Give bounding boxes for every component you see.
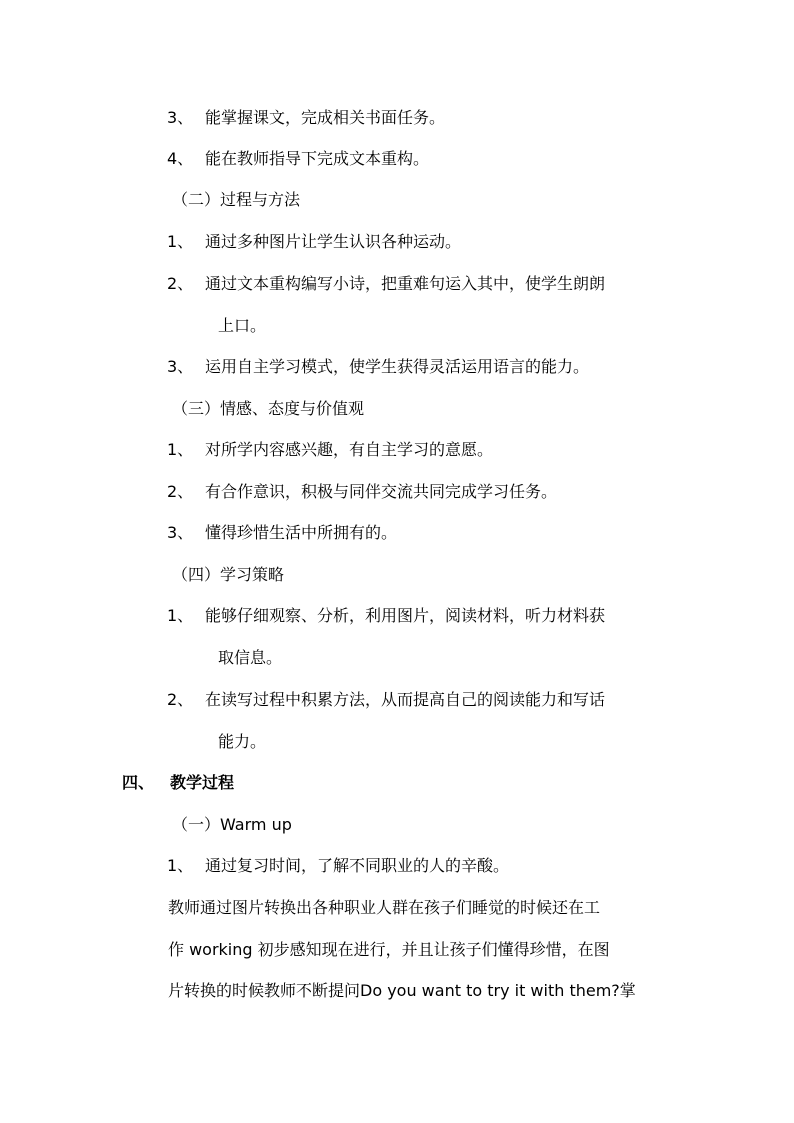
item-text: 能掌握课文，完成相关书面任务。 [205,108,446,127]
paragraph-line: 教师通过图片转换出各种职业人群在孩子们睡觉的时候还在工 [168,898,601,917]
part-number: 四、 [122,773,155,792]
section-heading: （四）学习策略 [172,565,285,584]
item-number: 1、 [167,440,194,459]
item-text: 运用自主学习模式，使学生获得灵活运用语言的能力。 [205,357,590,376]
item-number: 2、 [167,690,194,709]
item-text: 能够仔细观察、分析，利用图片，阅读材料，听力材料获 [205,606,606,625]
part-heading [122,773,235,793]
paragraph-line: 片转换的时候教师不断提问Do you want to try it with them?掌 [168,981,636,1000]
item-number: 4、 [167,149,194,168]
section-heading: （一）Warm up [172,815,292,834]
paragraph-line: 作 working 初步感知现在进行，并且让孩子们懂得珍惜，在图 [168,940,610,959]
part-title: 教学过程 [170,773,235,792]
item-number: 3、 [167,357,194,376]
item-number: 2、 [167,482,194,501]
item-number: 3、 [167,108,194,127]
item-text: 通过复习时间，了解不同职业的人的辛酸。 [205,856,510,875]
item-text: 对所学内容感兴趣，有自主学习的意愿。 [205,440,494,459]
item-text: 能在教师指导下完成文本重构。 [205,149,430,168]
item-text: 通过多种图片让学生认识各种运动。 [205,232,462,251]
item-number: 2、 [167,274,194,293]
item-continuation: 能力。 [218,732,267,751]
item-text: 懂得珍惜生活中所拥有的。 [205,523,398,542]
item-number: 1、 [167,856,194,875]
section-heading: （二）过程与方法 [172,190,301,209]
section-heading: （三）情感、态度与价值观 [172,399,365,418]
item-text: 有合作意识，积极与同伴交流共同完成学习任务。 [205,482,558,501]
item-number: 1、 [167,232,194,251]
item-number: 3、 [167,523,194,542]
item-continuation: 上口。 [218,316,267,335]
item-text: 通过文本重构编写小诗，把重难句运入其中，使学生朗朗 [205,274,606,293]
item-continuation: 取信息。 [218,648,283,667]
item-text: 在读写过程中积累方法，从而提高自己的阅读能力和写话 [205,690,606,709]
item-number: 1、 [167,606,194,625]
